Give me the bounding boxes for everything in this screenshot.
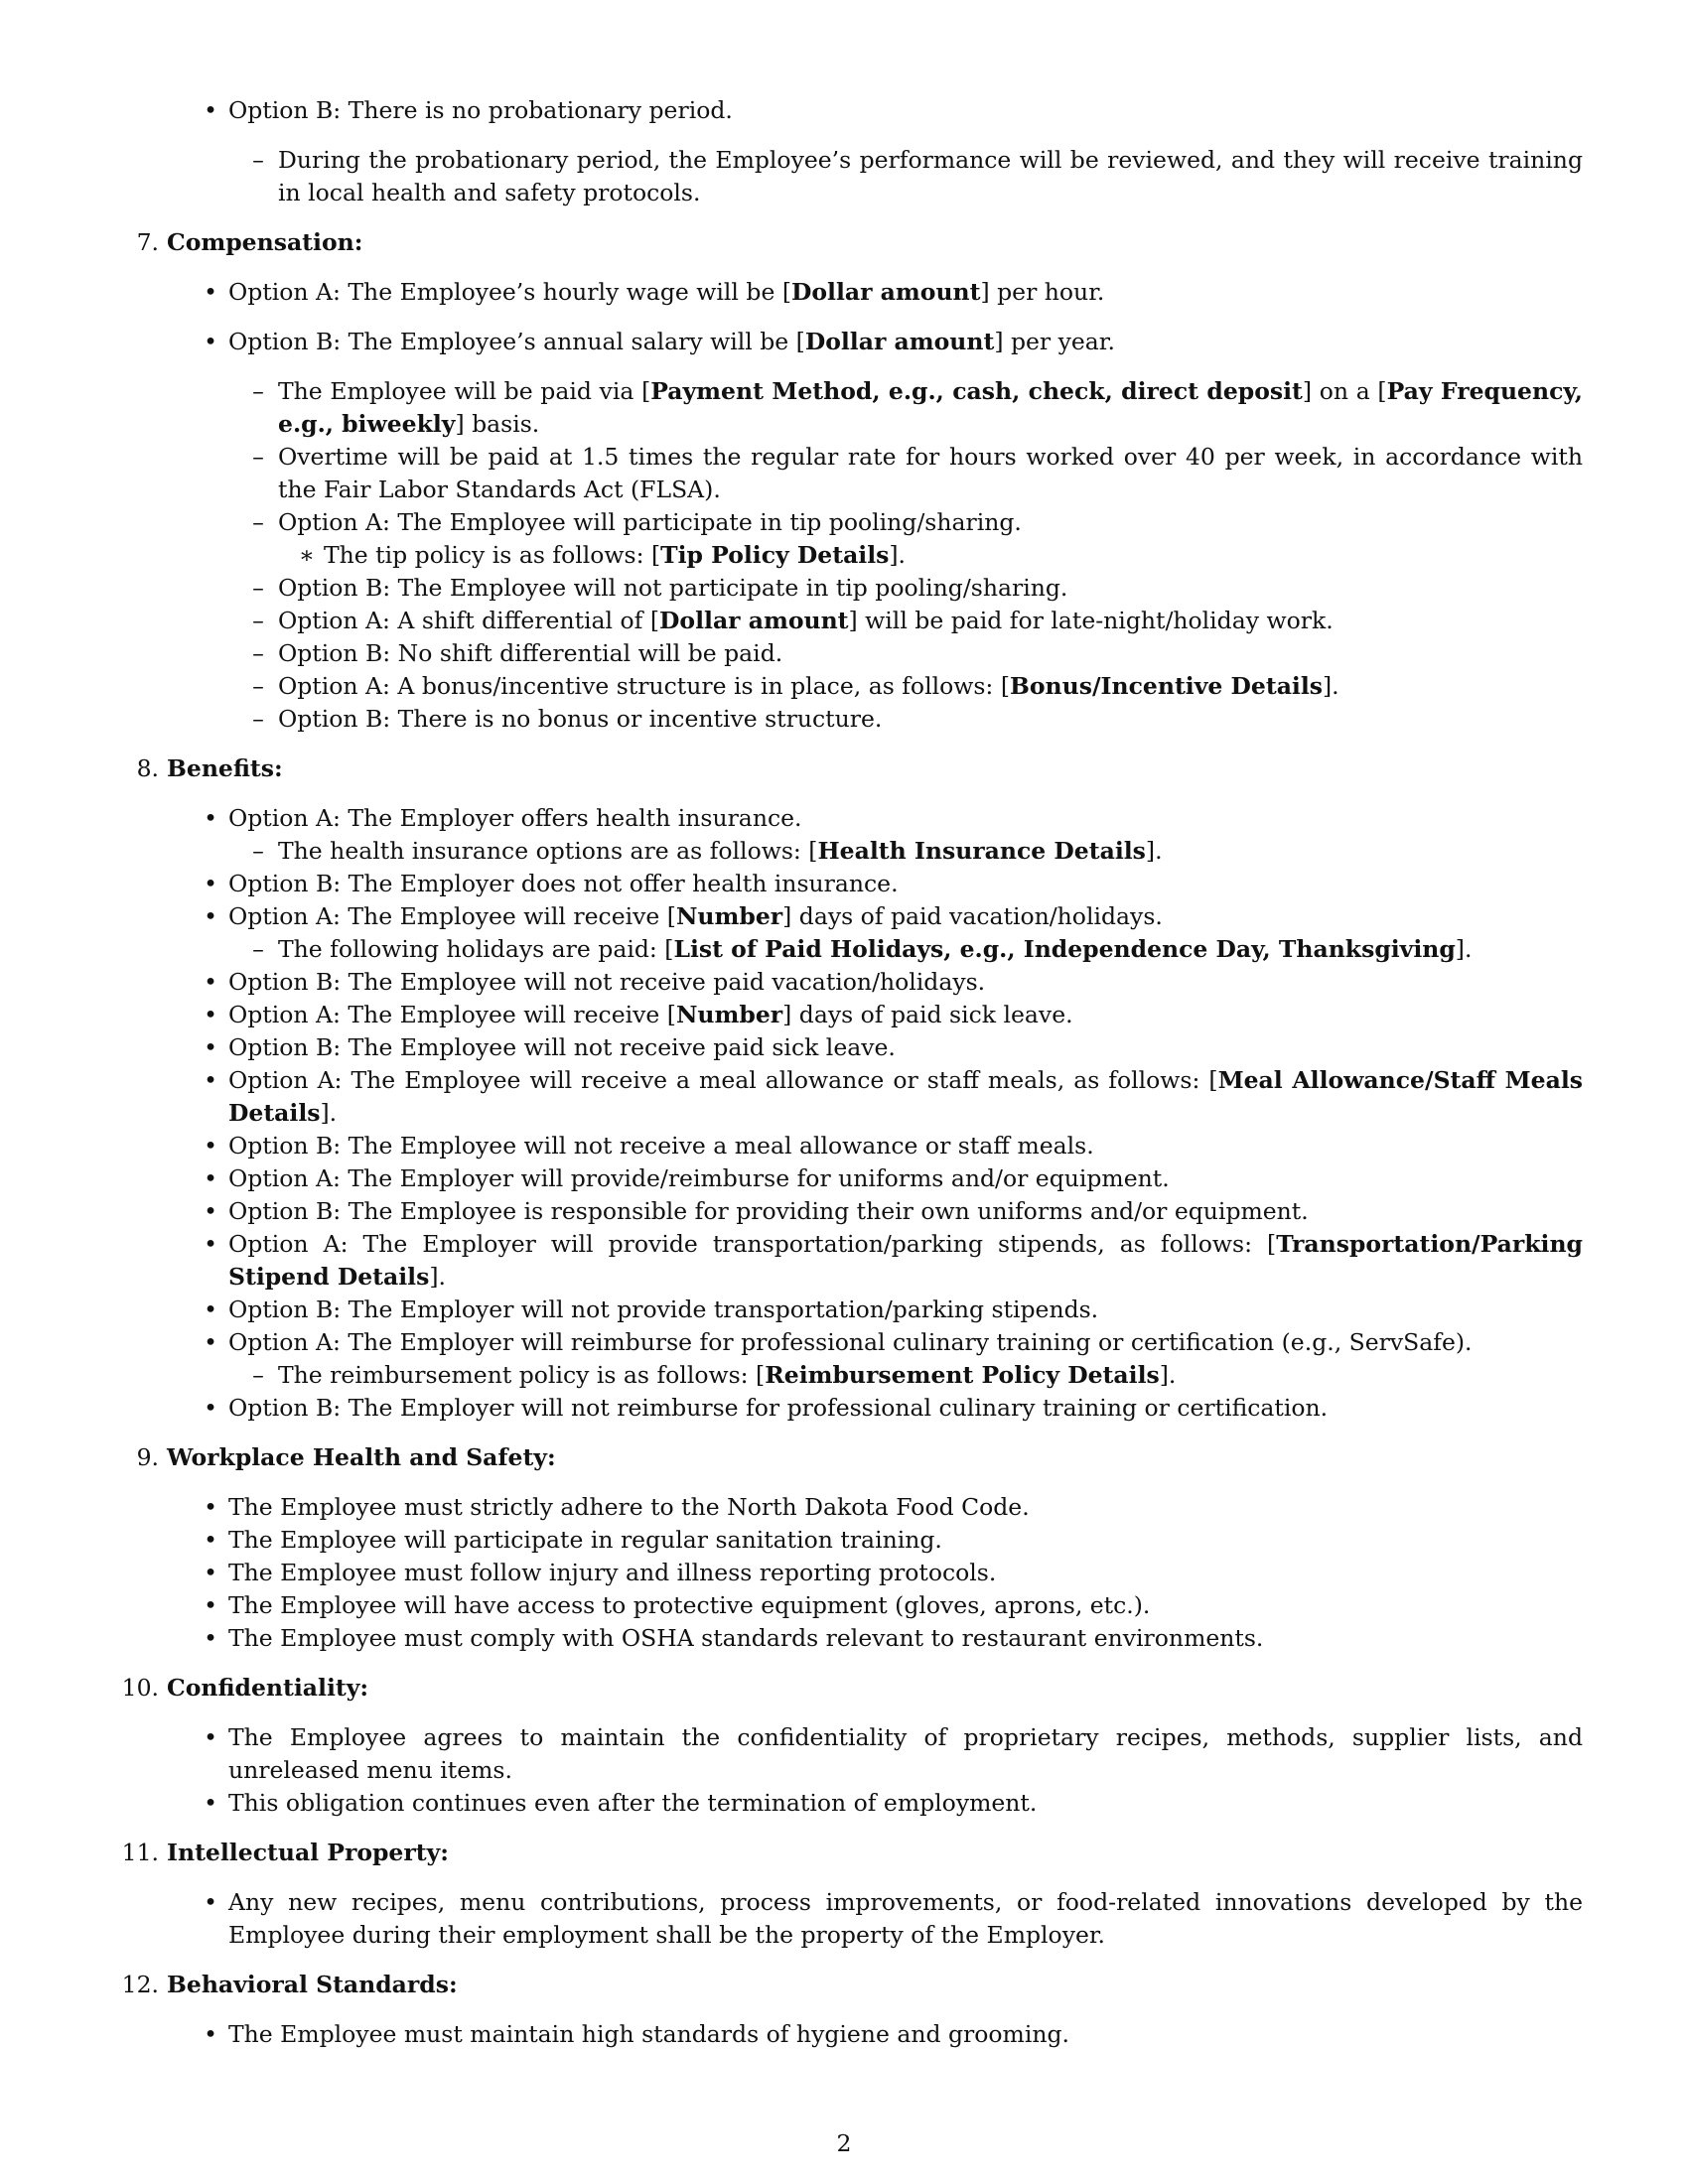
text-segment: The tip policy is as follows: [ xyxy=(324,541,661,569)
placeholder-field: Health Insurance Details xyxy=(817,837,1146,865)
section-title: Workplace Health and Safety: xyxy=(167,1443,556,1471)
item-text: The Employee must strictly adhere to the North Dakota Food Code. xyxy=(228,1493,1030,1521)
list-item xyxy=(252,441,1583,506)
list-item xyxy=(204,1589,1583,1622)
item-text: Any new recipes, menu contributions, process improvements, or food-related innovations developed by the Employee during their employment shall be the property of the Employer. xyxy=(228,1888,1583,1949)
placeholder-field: Dollar amount xyxy=(659,607,849,634)
benefits-sub-list xyxy=(252,835,1583,868)
list-item xyxy=(252,670,1583,703)
text-segment: Option A: The Employee’s hourly wage will be [ xyxy=(228,278,791,306)
item-text: Option B: The Employee will not receive paid sick leave. xyxy=(228,1033,896,1061)
list-item xyxy=(252,835,1583,868)
dash-glyph: – xyxy=(252,146,264,174)
dash-glyph: – xyxy=(252,935,264,963)
item-text: The Employee must maintain high standards of hygiene and grooming. xyxy=(228,2020,1069,2048)
text-segment: ]. xyxy=(889,541,907,569)
item-text xyxy=(228,1228,1583,1294)
text-segment: The following holidays are paid: [ xyxy=(278,935,674,963)
bullet-glyph: • xyxy=(204,278,217,306)
list-item xyxy=(204,900,1583,966)
bullet-glyph: • xyxy=(204,968,217,996)
list-item xyxy=(204,1130,1583,1162)
item-text xyxy=(228,900,1583,933)
list-item xyxy=(204,1524,1583,1557)
bullet-glyph: • xyxy=(204,1230,217,1258)
bullet-glyph: • xyxy=(204,1493,217,1521)
list-item xyxy=(252,703,1583,736)
placeholder-field: Pay Frequency, e.g., biweekly xyxy=(278,377,1583,438)
item-text: Option A: The Employer offers health insurance. xyxy=(228,804,802,832)
sub-item-text: During the probationary period, the Employee’s performance will be reviewed, and they will receive training in local health and safety protocols. xyxy=(278,146,1583,206)
section-number: 8. xyxy=(136,754,159,782)
list-item xyxy=(299,539,1583,572)
text-segment: ] on a [ xyxy=(1302,377,1387,405)
placeholder-field: Payment Method, e.g., cash, check, direct deposit xyxy=(650,377,1303,405)
text-segment: Option A: The Employee will receive a meal allowance or staff meals, as follows: [ xyxy=(228,1066,1218,1094)
dash-glyph: – xyxy=(252,705,264,733)
list-item xyxy=(252,375,1583,441)
confidentiality-list xyxy=(204,1721,1583,1820)
text-segment: Option A: The Employee will receive [ xyxy=(228,1001,676,1028)
list-item xyxy=(204,868,1583,900)
list-item xyxy=(252,605,1583,637)
placeholder-field: Dollar amount xyxy=(804,328,995,355)
bullet-glyph: • xyxy=(204,804,217,832)
behavioral-standards-list xyxy=(204,2018,1583,2051)
placeholder-field: Transportation/Parking Stipend Details xyxy=(228,1230,1583,1291)
section-number: 10. xyxy=(121,1674,159,1702)
item-text: Option B: The Employee will not receive a meal allowance or staff meals. xyxy=(228,1132,1094,1160)
item-text xyxy=(228,999,1583,1031)
list-item xyxy=(204,966,1583,999)
sub-item-text xyxy=(278,670,1583,703)
bullet-glyph: • xyxy=(204,1164,217,1192)
item-text: Option B: The Employee will not receive paid vacation/holidays. xyxy=(228,968,986,996)
bullet-glyph: • xyxy=(204,1033,217,1061)
sub-item-text xyxy=(278,1359,1583,1392)
compensation-sub-list xyxy=(252,375,1583,736)
dash-glyph: – xyxy=(252,1361,264,1389)
section-compensation xyxy=(136,226,1583,736)
sub-item-text xyxy=(278,605,1583,637)
star-glyph: ∗ xyxy=(299,541,315,569)
section-heading xyxy=(121,1672,1583,1705)
text-segment: ]. xyxy=(1159,1361,1177,1389)
section-title: Intellectual Property: xyxy=(167,1839,449,1866)
bullet-glyph: • xyxy=(204,1526,217,1554)
list-item xyxy=(204,802,1583,868)
section-confidentiality xyxy=(121,1672,1583,1820)
text-segment: Option A: A shift differential of [ xyxy=(278,607,660,634)
section-heading xyxy=(121,1969,1583,2001)
section-number: 9. xyxy=(136,1443,159,1471)
bullet-glyph: • xyxy=(204,1789,217,1817)
item-text: The Employee must follow injury and illness reporting protocols. xyxy=(228,1559,997,1586)
text-segment: ]. xyxy=(1145,837,1163,865)
item-text: Option B: The Employer will not provide transportation/parking stipends. xyxy=(228,1296,1099,1323)
dash-glyph: – xyxy=(252,377,264,405)
list-item xyxy=(252,1359,1583,1392)
bullet-glyph: • xyxy=(204,1888,217,1916)
probation-sub-list xyxy=(252,144,1583,209)
bullet-glyph: • xyxy=(204,1197,217,1225)
bullet-glyph: • xyxy=(204,870,217,897)
bullet-glyph: • xyxy=(204,1394,217,1422)
item-text: Option B: The Employee is responsible for providing their own uniforms and/or equipment. xyxy=(228,1197,1309,1225)
section-heading xyxy=(136,752,1583,785)
list-item xyxy=(252,637,1583,670)
section-behavioral-standards xyxy=(121,1969,1583,2051)
list-item xyxy=(204,1064,1583,1130)
health-safety-list xyxy=(204,1491,1583,1655)
placeholder-field: Dollar amount xyxy=(790,278,981,306)
item-text: Option B: The Employer does not offer health insurance. xyxy=(228,870,899,897)
item-text: The Employee will participate in regular sanitation training. xyxy=(228,1526,942,1554)
sub-item-text xyxy=(278,933,1583,966)
item-text: This obligation continues even after the termination of employment. xyxy=(228,1789,1038,1817)
text-segment: ] basis. xyxy=(455,410,540,438)
section-6-continued xyxy=(167,94,1583,209)
section-title: Confidentiality: xyxy=(167,1674,369,1702)
item-text: Option A: The Employer will reimburse for professional culinary training or certification (e.g., ServSafe). xyxy=(228,1328,1473,1356)
list-item xyxy=(252,572,1583,605)
list-item xyxy=(204,326,1583,736)
dash-glyph: – xyxy=(252,837,264,865)
item-text: The Employee must comply with OSHA standards relevant to restaurant environments. xyxy=(228,1624,1264,1652)
dash-glyph: – xyxy=(252,607,264,634)
sub-item-text: Option B: There is no bonus or incentive structure. xyxy=(278,705,883,733)
benefits-sub-list xyxy=(252,1359,1583,1392)
list-item xyxy=(204,1622,1583,1655)
list-item xyxy=(204,1392,1583,1425)
list-item xyxy=(204,2018,1583,2051)
list-item xyxy=(204,276,1583,309)
text-segment: ]. xyxy=(429,1263,446,1291)
placeholder-field: Meal Allowance/Staff Meals Details xyxy=(228,1066,1583,1127)
list-item xyxy=(204,1031,1583,1064)
bullet-glyph: • xyxy=(204,1132,217,1160)
text-segment: The Employee will be paid via [ xyxy=(278,377,651,405)
dash-glyph: – xyxy=(252,443,264,471)
bullet-glyph: • xyxy=(204,328,217,355)
list-item xyxy=(204,1228,1583,1294)
list-item xyxy=(204,1195,1583,1228)
placeholder-field: Number xyxy=(675,902,783,930)
text-segment: ]. xyxy=(1455,935,1473,963)
list-item xyxy=(252,506,1583,572)
item-text: Option B: The Employer will not reimburse for professional culinary training or certification. xyxy=(228,1394,1329,1422)
section-heading xyxy=(136,226,1583,259)
list-item xyxy=(204,1721,1583,1787)
list-item xyxy=(252,933,1583,966)
list-item xyxy=(204,1326,1583,1392)
list-item xyxy=(204,1294,1583,1326)
dash-glyph: – xyxy=(252,574,264,602)
text-segment: ] will be paid for late-night/holiday work. xyxy=(848,607,1334,634)
item-text: The Employee will have access to protective equipment (gloves, aprons, etc.). xyxy=(228,1591,1151,1619)
sub-item-text: Option B: No shift differential will be paid. xyxy=(278,639,783,667)
section-heading xyxy=(136,1441,1583,1474)
text-segment: ] days of paid vacation/holidays. xyxy=(782,902,1163,930)
list-item xyxy=(204,1491,1583,1524)
bullet-glyph: • xyxy=(204,1624,217,1652)
text-segment: Option A: A bonus/incentive structure is in place, as follows: [ xyxy=(278,672,1010,700)
section-benefits xyxy=(136,752,1583,1425)
item-text: Option A: The Employer will provide/reimburse for uniforms and/or equipment. xyxy=(228,1164,1170,1192)
section-number: 11. xyxy=(121,1839,159,1866)
bullet-glyph: • xyxy=(204,1328,217,1356)
item-text: The Employee agrees to maintain the confidentiality of proprietary recipes, methods, supplier lists, and unreleased menu items. xyxy=(228,1723,1583,1784)
text-segment: Option A: The Employer will provide transportation/parking stipends, as follows: [ xyxy=(228,1230,1277,1258)
bullet-glyph: • xyxy=(204,1066,217,1094)
placeholder-field: Bonus/Incentive Details xyxy=(1010,672,1324,700)
item-text xyxy=(228,1064,1583,1130)
text-segment: The health insurance options are as follows: [ xyxy=(278,837,818,865)
text-segment: The reimbursement policy is as follows: [ xyxy=(278,1361,766,1389)
placeholder-field: List of Paid Holidays, e.g., Independence Day, Thanksgiving xyxy=(673,935,1456,963)
bullet-glyph: • xyxy=(204,96,217,124)
section-number: 7. xyxy=(136,228,159,256)
placeholder-field: Number xyxy=(675,1001,783,1028)
bullet-glyph: • xyxy=(204,1559,217,1586)
list-item xyxy=(204,1787,1583,1820)
text-segment: ]. xyxy=(1323,672,1339,700)
compensation-list xyxy=(204,276,1583,736)
bullet-glyph: • xyxy=(204,1723,217,1751)
bullet-glyph: • xyxy=(204,1591,217,1619)
list-item xyxy=(204,1557,1583,1589)
list-item xyxy=(204,1162,1583,1195)
placeholder-field: Tip Policy Details xyxy=(660,541,890,569)
bullet-glyph: • xyxy=(204,1296,217,1323)
sub-item-text: Overtime will be paid at 1.5 times the regular rate for hours worked over 40 per week, in accordance with the Fair Labor Standards Act (FLSA). xyxy=(278,443,1583,503)
sub-item-text: Option A: The Employee will participate in tip pooling/sharing. xyxy=(278,508,1022,536)
intellectual-property-list xyxy=(204,1886,1583,1952)
probation-options-list xyxy=(204,94,1583,209)
sub-item-text: Option B: The Employee will not participate in tip pooling/sharing. xyxy=(278,574,1068,602)
document-body xyxy=(0,94,1688,2051)
page-number: 2 xyxy=(836,2129,852,2157)
bullet-glyph: • xyxy=(204,2020,217,2048)
section-heading xyxy=(121,1837,1583,1869)
option-text: Option B: There is no probationary period. xyxy=(228,96,733,124)
list-item xyxy=(204,1886,1583,1952)
section-title: Benefits: xyxy=(167,754,283,782)
sub-item-text xyxy=(278,835,1583,868)
benefits-sub-list xyxy=(252,933,1583,966)
section-title: Compensation: xyxy=(167,228,363,256)
list-item xyxy=(204,94,1583,209)
text-segment: ] per year. xyxy=(994,328,1115,355)
bullet-glyph: • xyxy=(204,1001,217,1028)
section-title: Behavioral Standards: xyxy=(167,1971,458,1998)
section-health-safety xyxy=(136,1441,1583,1655)
dash-glyph: – xyxy=(252,508,264,536)
text-segment: ]. xyxy=(320,1099,338,1127)
list-item xyxy=(252,144,1583,209)
bullet-glyph: • xyxy=(204,902,217,930)
dash-glyph: – xyxy=(252,639,264,667)
section-intellectual-property xyxy=(121,1837,1583,1952)
benefits-list xyxy=(204,802,1583,1425)
text-segment: Option A: The Employee will receive [ xyxy=(228,902,676,930)
placeholder-field: Reimbursement Policy Details xyxy=(765,1361,1160,1389)
text-segment: Option B: The Employee’s annual salary will be [ xyxy=(228,328,805,355)
text-segment: ] days of paid sick leave. xyxy=(782,1001,1073,1028)
sub-item-text xyxy=(278,375,1583,441)
tip-sub-list xyxy=(299,539,1583,572)
text-segment: ] per hour. xyxy=(980,278,1105,306)
section-number: 12. xyxy=(121,1971,159,1998)
dash-glyph: – xyxy=(252,672,264,700)
list-item xyxy=(204,999,1583,1031)
